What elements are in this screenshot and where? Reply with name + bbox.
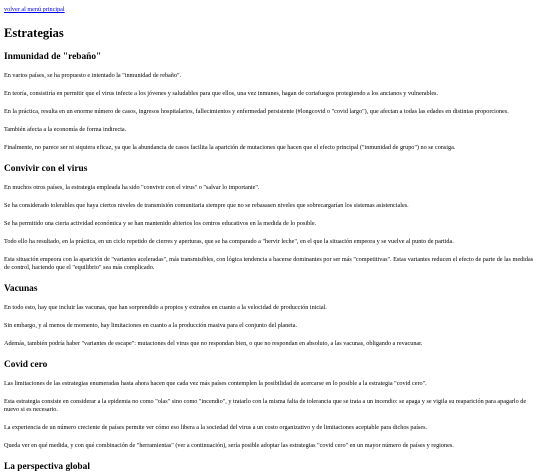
section-heading-live-with-virus: Convivir con el virus	[4, 164, 88, 174]
paragraph: Finalmente, no parece ser ni siquiera eficaz, ya que la abundancia de casos facilita la aparición de mutaciones que hacen que el efecto principal ("inmunidad de grupo") no se consiga.	[4, 144, 456, 151]
paragraph: También afecta a la economía de forma indirecta.	[4, 126, 127, 133]
section-heading-covid-zero: Covid cero	[4, 360, 48, 370]
paragraph: Queda ver en qué medida, y con qué combinación de "herramientas" (ver a continuación), sería posible adoptar las estrategias "covid cero" en un mayor número de países y regiones.	[4, 442, 454, 449]
paragraph: Se ha considerado tolerables que haya ciertos niveles de transmisión comunitaria siempre que no se rebasasen niveles que sobrecargarían los sistemas asistenciales.	[4, 202, 409, 209]
paragraph: Esta estrategia consiste en considerar a la epidemia no como "olas" sino como "incendio", y tratarlo con la misma falta de tolerancia que se trata a un incendio: se apaga y se vigila su reaparición para apagarlo de nuevo si es necesario.	[4, 398, 527, 413]
paragraph: Sin embargo, y al menos de momento, hay limitaciones en cuanto a la producción masiva para el conjunto del planeta.	[4, 322, 298, 329]
paragraph: La experiencia de un número creciente de países permite ver cómo eso libera a la sociedad del virus a un costo organizativo y de limitaciones aceptable para dichos países.	[4, 424, 428, 431]
paragraph: Se ha permitido una cierta actividad económica y se han mantenido abiertos los centros educativos en la medida de lo posible.	[4, 220, 317, 227]
paragraph: En teoría, consistiría en permitir que el virus infecte a los jóvenes y saludables para que ellos, una vez inmunes, hagan de cortafuegos protegiendo a los ancianos y vulnerables.	[4, 90, 439, 97]
paragraph: Además, también podría haber "variantes de escape": mutaciones del virus que no respondan bien, o que no respondan en absoluto, a las vacunas, obligando a revacunar.	[4, 340, 423, 347]
paragraph: En varios países, se ha propuesto e intentado la "inmunidad de rebaño".	[4, 72, 182, 79]
back-to-main-menu-link[interactable]: volver al menú principal	[4, 6, 65, 13]
paragraph: Esta situación empeora con la aparición de "variantes aceleradas", más transmisibles, con lógica tendencia a hacerse dominantes por ser más "competitivas". Estas variantes reducen el efecto de parte de las medidas de control, haciendo que el "equilibrio" sea más complicado.	[4, 256, 534, 271]
paragraph: En la práctica, resulta en un enorme número de casos, ingresos hospitalarios, fallecimientos y enfermedad persistente (#longcovid o "covid largo"), que afectan a todas las edades en distintas proporciones.	[4, 108, 509, 115]
page-title: Estrategias	[4, 26, 64, 40]
section-heading-vaccines: Vacunas	[4, 284, 38, 294]
section-heading-global-perspective: La perspectiva global	[4, 462, 90, 472]
paragraph: En muchos otros países, la estrategia empleada ha sido "convivir con el virus" o "salvar lo importante".	[4, 184, 260, 191]
paragraph: Las limitaciones de las estrategias enumeradas hasta ahora hacen que cada vez más países contemplen la posibilidad de acercarse en lo posible a la estrategia "covid cero".	[4, 380, 427, 387]
paragraph: Todo ello ha resultado, en la práctica, en un ciclo repetido de cierres y aperturas, que se ha comparado a "hervir leche", en el que la situación empeora y se vuelve al punto de partida.	[4, 238, 454, 245]
section-heading-herd-immunity: Inmunidad de "rebaño"	[4, 52, 102, 62]
paragraph: En todo esto, hay que incluir las vacunas, que han sorprendido a propios y extraños en cuanto a la velocidad de producción inicial.	[4, 304, 327, 311]
